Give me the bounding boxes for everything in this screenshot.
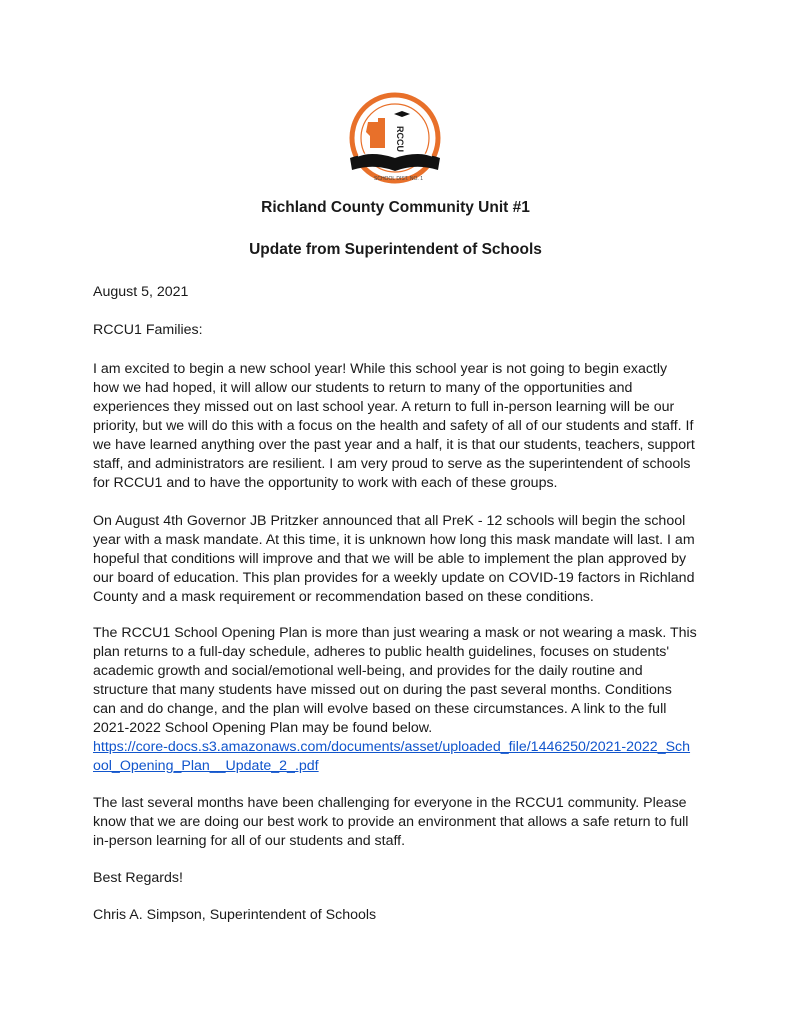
text-line: structure that many students have missed out on during the past several months. Conditions	[93, 682, 672, 698]
paragraph-opening-plan	[93, 624, 713, 776]
opening-plan-link-continued[interactable]: ool_Opening_Plan__Update_2_.pdf	[93, 758, 319, 774]
text-line: I am excited to begin a new school year! While this school year is not going to begin exactly	[93, 361, 668, 377]
opening-plan-link[interactable]: https://core-docs.s3.amazonaws.com/documents/asset/uploaded_file/1446250/2021-2022_Sch	[93, 739, 691, 755]
text-line: year with a mask mandate. At this time, it is unknown how long this mask mandate will last. I am	[93, 532, 695, 548]
text-line: how we had hoped, it will allow our students to return to many of the opportunities and	[93, 380, 633, 396]
letter-signature: Chris A. Simpson, Superintendent of Schools	[93, 907, 377, 923]
letter-closing: Best Regards!	[93, 870, 183, 886]
text-line: can and do change, and the plan will evolve based on these circumstances. A link to the full	[93, 701, 667, 717]
paragraph-mask-mandate	[93, 512, 713, 607]
svg-text:RCCU: RCCU	[395, 126, 405, 152]
text-line: experiences they missed out on last school year. A return to full in-person learning will be our	[93, 399, 675, 415]
letter-title: Richland County Community Unit #1	[261, 199, 530, 216]
text-line: for RCCU1 and to have the opportunity to work with each of these groups.	[93, 475, 558, 491]
svg-text:SCHOOL DIST. NO. 1: SCHOOL DIST. NO. 1	[374, 176, 423, 182]
text-line: hopeful that conditions will improve and that we will be able to implement the plan approved by	[93, 551, 687, 567]
text-line: know that we are doing our best work to provide an environment that allows a safe return to full	[93, 814, 689, 830]
text-line: staff, and administrators are resilient. I am very proud to serve as the superintendent of schools	[93, 456, 691, 472]
text-line: our board of education. This plan provides for a weekly update on COVID-19 factors in Richland	[93, 570, 695, 586]
letter-date: August 5, 2021	[93, 284, 189, 300]
text-line: priority, but we will do this with a focus on the health and safety of all of our students and staff. If	[93, 418, 694, 434]
text-line: in-person learning for all of our students and staff.	[93, 833, 406, 849]
text-line: On August 4th Governor JB Pritzker announced that all PreK - 12 schools will begin the school	[93, 513, 686, 529]
school-district-seal-logo	[340, 92, 450, 188]
paragraph-community	[93, 794, 713, 851]
text-line: we have learned anything over the past year and a half, it is that our students, teachers, support	[93, 437, 695, 453]
text-line: 2021-2022 School Opening Plan may be found below.	[93, 720, 433, 736]
paragraph-intro	[93, 360, 713, 493]
text-line: academic growth and social/emotional well-being, and provides for the daily routine and	[93, 663, 643, 679]
text-line: The last several months have been challenging for everyone in the RCCU1 community. Please	[93, 795, 687, 811]
letter-subtitle: Update from Superintendent of Schools	[249, 241, 542, 258]
text-line: plan returns to a full-day schedule, adheres to public health guidelines, focuses on students'	[93, 644, 670, 660]
text-line: The RCCU1 School Opening Plan is more than just wearing a mask or not wearing a mask. This	[93, 625, 697, 641]
text-line: County and a mask requirement or recommendation based on these conditions.	[93, 589, 594, 605]
letter-salutation: RCCU1 Families:	[93, 322, 203, 338]
